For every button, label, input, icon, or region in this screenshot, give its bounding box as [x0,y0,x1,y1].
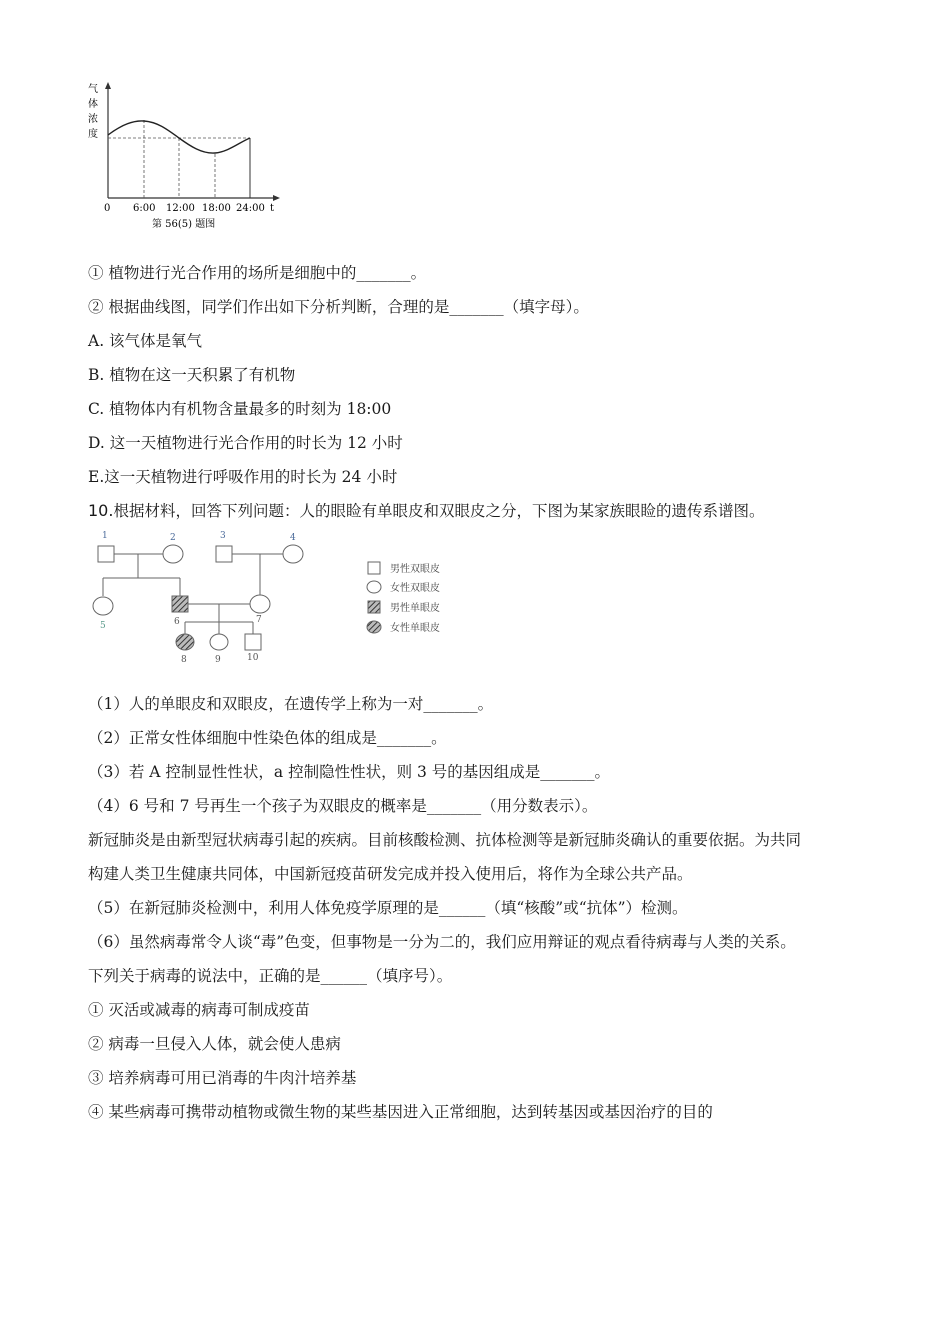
q10-opt2: ② 病毒一旦侵入人体，就会使人患病 [88,1035,341,1053]
label-8: 8 [181,655,187,665]
q10-sub4: （4）6 号和 7 号再生一个孩子为双眼皮的概率是_______（用分数表示）。 [88,797,598,815]
gas-concentration-chart [88,78,298,238]
q9-option-a: A. 该气体是氧气 [88,332,203,350]
person-3 [216,546,232,562]
label-7: 7 [256,615,262,625]
q9-line1: ① 植物进行光合作用的场所是细胞中的_______。 [88,264,427,282]
person-4 [283,545,303,563]
y-label-char: 体 [88,99,98,110]
person-10 [245,634,261,650]
q10-para1: 新冠肺炎是由新型冠状病毒引起的疾病。目前核酸检测、抗体检测等是新冠肺炎确认的重要依据。为共同 [88,831,802,849]
person-2 [163,545,183,563]
label-6: 6 [174,617,180,627]
q10-intro-text: 根据材料，回答下列问题：人的眼睑有单眼皮和双眼皮之分，下图为某家族眼睑的遗传系谱图。 [113,502,765,520]
legend-female-double: 女性双眼皮 [390,583,440,594]
q9-line2: ② 根据曲线图，同学们作出如下分析判断，合理的是_______（填字母）。 [88,298,589,316]
person-6 [172,596,188,612]
legend-male-single: 男性单眼皮 [390,603,440,614]
legend-male-single-icon [368,601,380,613]
q10-sub6: （6）虽然病毒常令人谈“毒”色变，但事物是一分为二的，我们应用辩证的观点看待病毒与人类的关系。 [88,933,796,951]
q9-option-e: E.这一天植物进行呼吸作用的时长为 24 小时 [88,468,398,486]
x-tick: 18:00 [202,203,231,214]
y-axis-arrow [105,82,111,89]
q10-sub5: （5）在新冠肺炎检测中，利用人体免疫学原理的是______（填“核酸”或“抗体”）检测。 [88,899,688,917]
legend-female-single: 女性单眼皮 [390,623,440,634]
label-9: 9 [215,655,221,665]
x-tick: 12:00 [166,203,195,214]
label-5: 5 [100,621,106,631]
x-tick: 6:00 [133,203,156,214]
y-label-char: 度 [88,129,98,140]
x-axis-arrow [273,195,280,201]
x-tick: 0 [104,203,111,214]
y-label-char: 气 [88,84,98,95]
q9-option-c: C. 植物体内有机物含量最多的时刻为 18:00 [88,400,392,418]
legend-female-single-icon [367,621,381,633]
q10-para2: 构建人类卫生健康共同体，中国新冠疫苗研发完成并投入使用后，将作为全球公共产品。 [88,865,693,883]
x-tick: 24:00 [236,203,265,214]
label-3: 3 [220,531,226,541]
legend-female-double-icon [367,581,381,593]
q10-opt1: ① 灭活或减毒的病毒可制成疫苗 [88,1001,310,1019]
label-1: 1 [102,531,108,541]
person-8 [176,634,194,650]
person-5 [93,597,113,615]
q10-sub2: （2）正常女性体细胞中性染色体的组成是_______。 [88,729,447,747]
person-1 [98,546,114,562]
q9-option-d: D. 这一天植物进行光合作用的时长为 12 小时 [88,434,403,452]
label-10: 10 [247,653,259,663]
q10-intro [88,501,764,521]
q10-sub3: （3）若 A 控制显性性状，a 控制隐性性状，则 3 号的基因组成是_______。 [88,763,611,781]
q10-sub1: （1）人的单眼皮和双眼皮，在遗传学上称为一对_______。 [88,695,494,713]
label-4: 4 [290,533,296,543]
person-7 [250,595,270,613]
x-unit: t [270,203,275,214]
pedigree-diagram [88,526,488,666]
person-9 [210,634,228,650]
q10-sub6-question: 下列关于病毒的说法中，正确的是______（填序号）。 [88,967,453,985]
label-2: 2 [170,533,176,543]
y-label-char: 浓 [88,114,98,125]
q10-opt4: ④ 某些病毒可携带动植物或微生物的某些基因进入正常细胞，达到转基因或基因治疗的目的 [88,1103,713,1121]
q9-option-b: B. 植物在这一天积累了有机物 [88,366,296,384]
q10-opt3: ③ 培养病毒可用已消毒的牛肉汁培养基 [88,1069,357,1087]
chart-caption: 第 56(5) 题图 [152,219,216,230]
legend-male-double-icon [368,562,380,574]
legend-male-double: 男性双眼皮 [390,564,440,575]
q10-number: 10. [88,501,114,520]
